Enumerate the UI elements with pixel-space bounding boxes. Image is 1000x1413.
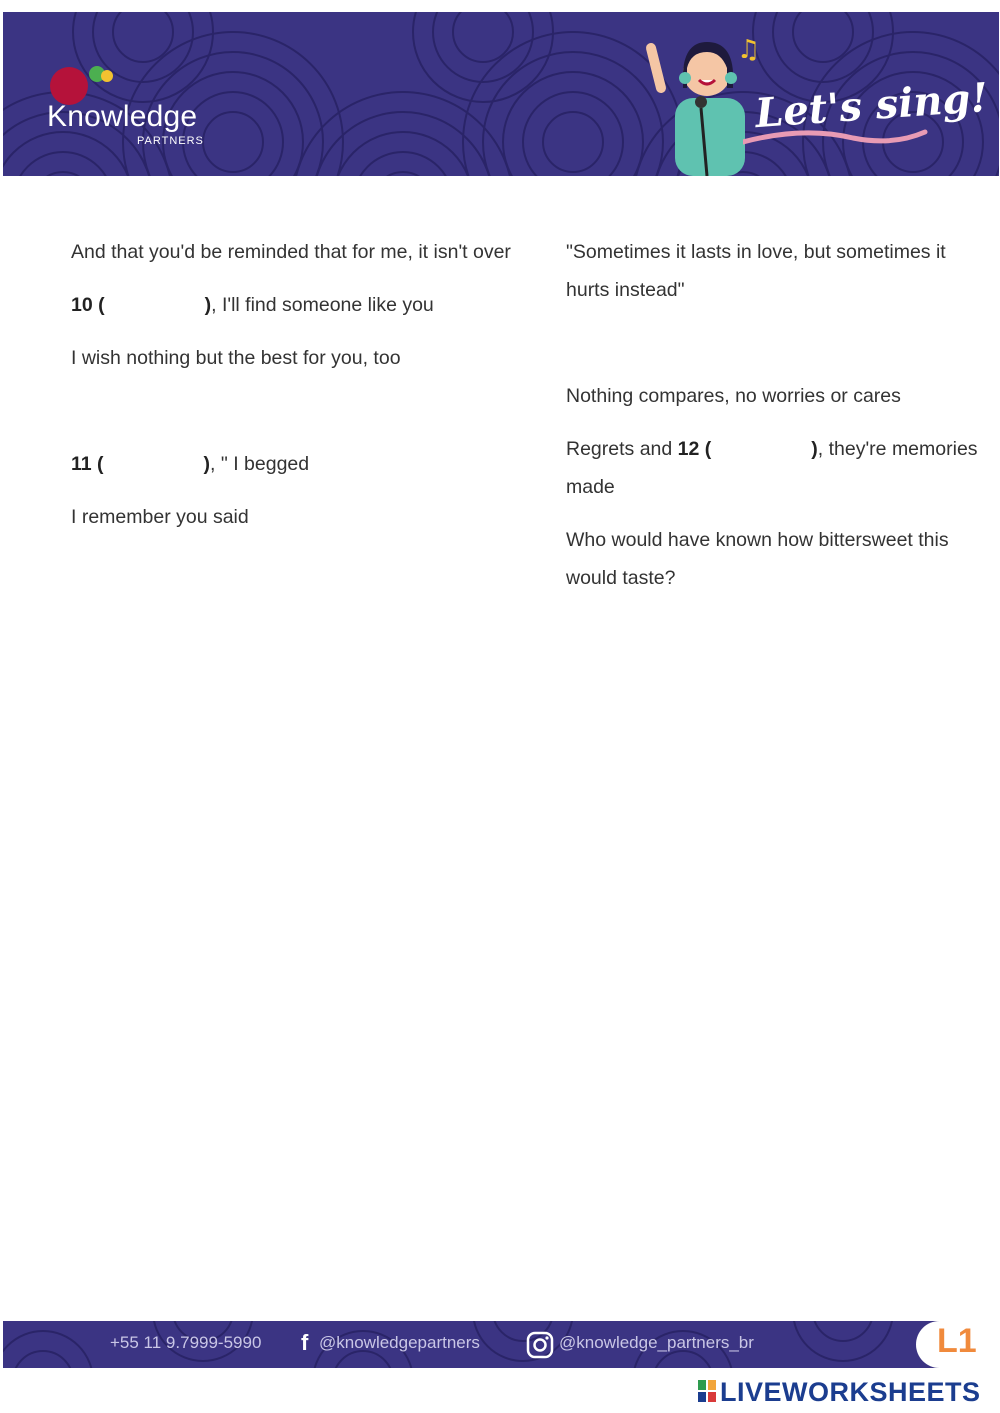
lyric-line-blank-11: 11 ( ), " I begged — [71, 453, 310, 475]
level-label: L1 — [937, 1322, 977, 1360]
footer-phone: +55 11 9.7999-5990 — [110, 1333, 262, 1352]
liveworksheets-logo-icon — [698, 1380, 716, 1402]
brand-name: Knowledge — [47, 100, 198, 133]
lyrics-left-column — [71, 233, 511, 536]
lyric-line-blank-12: Regrets and 12 ( ), they're memories made — [566, 438, 978, 498]
blank-label-10: 10 ( ) — [71, 294, 212, 316]
header-banner — [3, 12, 999, 176]
facebook-icon: f — [301, 1330, 309, 1355]
blank-label-11: 11 ( ) — [71, 453, 211, 475]
lyric-line: I wish nothing but the best for you, too — [71, 347, 401, 369]
lyric-line: Nothing compares, no worries or cares — [566, 385, 901, 407]
lyrics-right-column — [566, 233, 986, 597]
svg-text:♫: ♫ — [737, 35, 761, 65]
lyric-line: And that you'd be reminded that for me, it isn't over — [71, 241, 511, 263]
blank-label-12: 12 ( ) — [677, 438, 818, 460]
swoosh-decoration — [743, 124, 933, 154]
lyric-line-blank-10: 10 ( ), I'll find someone like you — [71, 294, 434, 316]
brand-sub: PARTNERS — [137, 135, 204, 147]
footer-facebook[interactable]: @knowledgepartners — [319, 1333, 480, 1352]
banner-title: Let's sing! — [753, 73, 990, 138]
footer-instagram[interactable]: @knowledge_partners_br — [559, 1333, 754, 1352]
knowledge-logo-icon — [47, 56, 127, 106]
footer-banner — [3, 1321, 999, 1368]
instagram-icon — [526, 1331, 554, 1359]
lyric-line: I remember you said — [71, 506, 249, 528]
lyric-line: "Sometimes it lasts in love, but sometimes it hurts instead" — [566, 241, 946, 301]
lyric-line: Who would have known how bittersweet this would taste? — [566, 529, 949, 589]
watermark-text: LIVEWORKSHEETS — [720, 1377, 981, 1407]
